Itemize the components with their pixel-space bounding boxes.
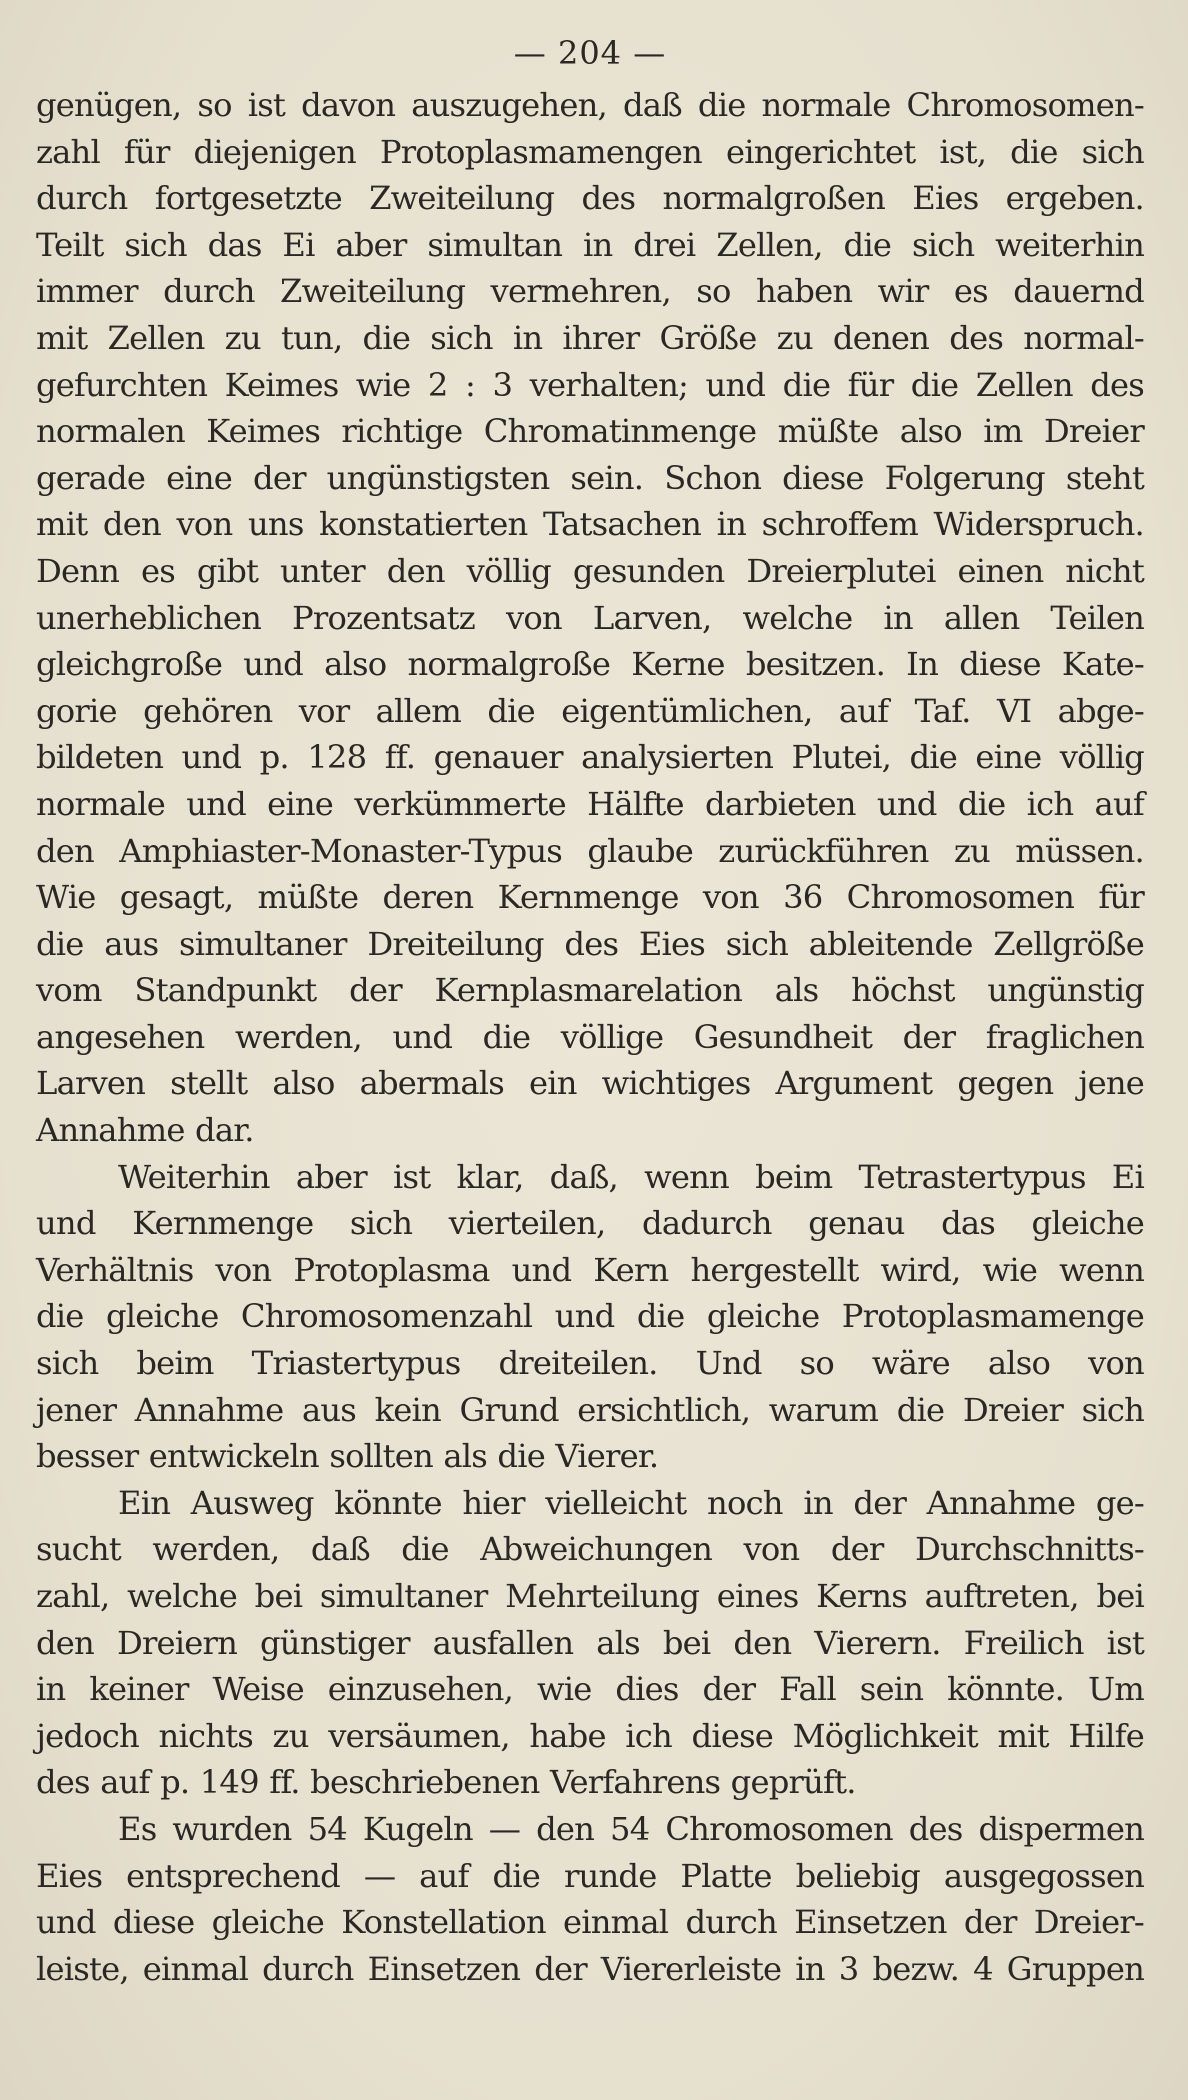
text-line: die gleiche Chromosomenzahl und die gleiche Protoplasmamenge: [36, 1297, 1144, 1336]
text-line: Wie gesagt, müßte deren Kernmenge von 36 Chromosomen für: [36, 878, 1144, 917]
paragraph-4: [36, 1806, 1144, 1992]
text-line: normale und eine verkümmerte Hälfte darbieten und die ich auf: [36, 784, 1144, 823]
paragraph-1: [36, 82, 1144, 1154]
text-line: den Dreiern günstiger ausfallen als bei den Vierern. Freilich ist: [36, 1623, 1144, 1662]
paragraph-3: [36, 1480, 1144, 1806]
text-line: gleichgroße und also normalgroße Kerne besitzen. In diese Kate-: [36, 645, 1144, 684]
text-line: angesehen werden, und die völlige Gesundheit der fraglichen: [36, 1017, 1144, 1056]
text-line: durch fortgesetzte Zweiteilung des normalgroßen Eies ergeben.: [36, 179, 1144, 218]
page-number: — 204 —: [513, 34, 667, 72]
text-line: und Kernmenge sich vierteilen, dadurch genau das gleiche: [36, 1204, 1144, 1243]
text-line: Denn es gibt unter den völlig gesunden Dreierplutei einen nicht: [36, 551, 1144, 590]
text-line: sich beim Triastertypus dreiteilen. Und so wäre also von: [36, 1344, 1144, 1383]
text-line: unerheblichen Prozentsatz von Larven, welche in allen Teilen: [36, 598, 1144, 637]
body-text: [36, 82, 1144, 1992]
text-line: sucht werden, daß die Abweichungen von der Durchschnitts-: [36, 1530, 1144, 1569]
text-line: leiste, einmal durch Einsetzen der Viererleiste in 3 bezw. 4 Gruppen: [36, 1949, 1144, 1988]
text-line: gerade eine der ungünstigsten sein. Schon diese Folgerung steht: [36, 458, 1144, 497]
text-line: normalen Keimes richtige Chromatinmenge müßte also im Dreier: [36, 412, 1144, 451]
text-line: den Amphiaster-Monaster-Typus glaube zurückführen zu müssen.: [36, 831, 1144, 870]
text-line: gefurchten Keimes wie 2 : 3 verhalten; und die für die Zellen des: [36, 365, 1144, 404]
text-line: bildeten und p. 128 ff. genauer analysierten Plutei, die eine völlig: [36, 738, 1144, 777]
text-line: zahl für diejenigen Protoplasmamengen eingerichtet ist, die sich: [36, 132, 1144, 171]
text-line: immer durch Zweiteilung vermehren, so haben wir es dauernd: [36, 272, 1144, 311]
text-line: Eies entsprechend — auf die runde Platte beliebig ausgegossen: [36, 1856, 1144, 1895]
text-line: vom Standpunkt der Kernplasmarelation als höchst ungünstig: [36, 971, 1144, 1010]
text-line: in keiner Weise einzusehen, wie dies der Fall sein könnte. Um: [36, 1670, 1144, 1709]
text-line: genügen, so ist davon auszugehen, daß die normale Chromosomen-: [36, 86, 1144, 124]
text-line: die aus simultaner Dreiteilung des Eies sich ableitende Zellgröße: [36, 924, 1144, 963]
text-line: Larven stellt also abermals ein wichtiges Argument gegen jene: [36, 1064, 1144, 1103]
text-line: Es wurden 54 Kugeln — den 54 Chromosomen des dispermen: [118, 1809, 1144, 1848]
text-line: gorie gehören vor allem die eigentümlichen, auf Taf. VI abge-: [36, 691, 1144, 730]
text-line: Verhältnis von Protoplasma und Kern hergestellt wird, wie wenn: [36, 1250, 1144, 1289]
paragraph-2: [36, 1154, 1144, 1480]
text-line: mit Zellen zu tun, die sich in ihrer Größe zu denen des normal-: [36, 318, 1144, 357]
text-line: besser entwickeln sollten als die Vierer.: [36, 1437, 659, 1476]
text-line: jener Annahme aus kein Grund ersichtlich, warum die Dreier sich: [36, 1390, 1144, 1429]
text-line: jedoch nichts zu versäumen, habe ich diese Möglichkeit mit Hilfe: [36, 1716, 1144, 1755]
text-line: zahl, welche bei simultaner Mehrteilung eines Kerns auftreten, bei: [36, 1577, 1144, 1615]
text-line: Weiterhin aber ist klar, daß, wenn beim Tetrastertypus Ei: [118, 1157, 1144, 1196]
text-line: mit den von uns konstatierten Tatsachen in schroffem Widerspruch.: [36, 505, 1144, 544]
text-line: Annahme dar.: [36, 1111, 254, 1150]
text-line: Ein Ausweg könnte hier vielleicht noch in der Annahme ge-: [118, 1483, 1144, 1522]
text-line: und diese gleiche Konstellation einmal durch Einsetzen der Dreier-: [36, 1903, 1144, 1942]
text-line: des auf p. 149 ff. beschriebenen Verfahrens geprüft.: [36, 1763, 856, 1802]
text-line: Teilt sich das Ei aber simultan in drei Zellen, die sich weiterhin: [36, 225, 1144, 264]
